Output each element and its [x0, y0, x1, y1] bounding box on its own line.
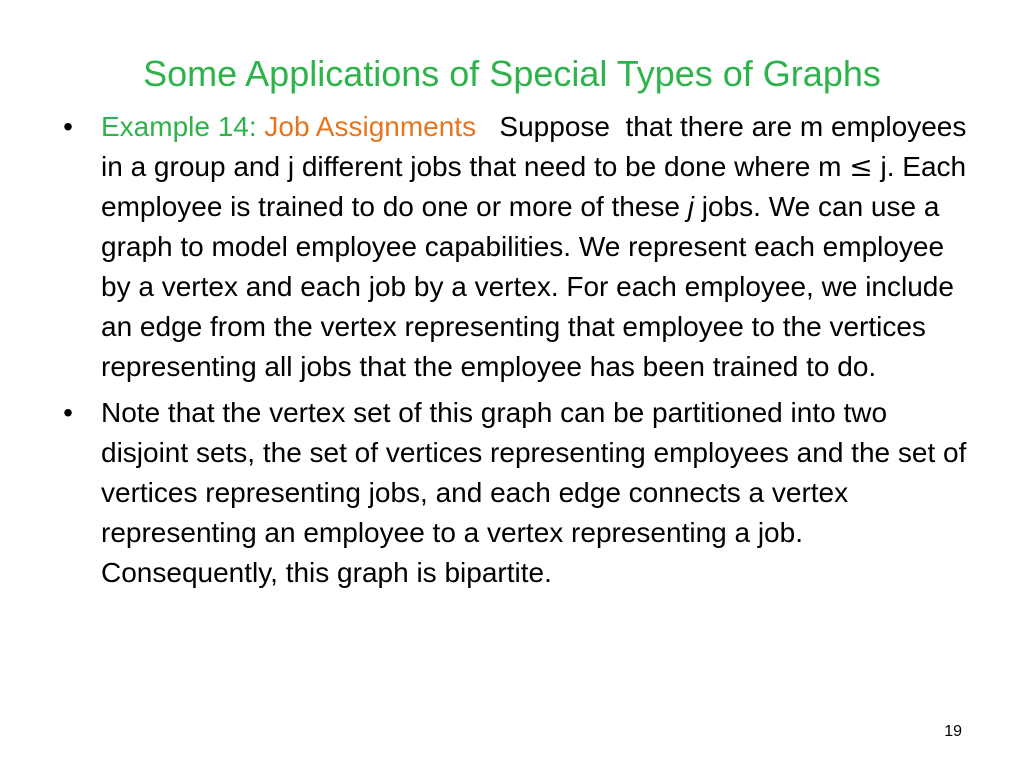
slide-title: Some Applications of Special Types of Graphs [143, 53, 881, 94]
bullet-list [58, 107, 975, 599]
bullet-item-note [58, 393, 970, 593]
bullet-dot-icon: • [63, 111, 73, 142]
example-text-part1: Suppose that there are m employees in a group and j different jobs that need to be done where m [101, 111, 975, 182]
bullet-dot-icon: • [63, 397, 73, 428]
example-topic: Job Assignments [264, 111, 477, 142]
page-number: 19 [944, 723, 962, 740]
example-text-part3: jobs. We can use a graph to model employee capabilities. We represent each employee by a vertex and each job by a vertex. For each employee, we include an edge from the vertex representing that employee to the vertices representing all jobs that the employee has been trained to do. [101, 191, 954, 382]
example-text-part2: j. Each employee is trained to do one or more of these [101, 151, 967, 222]
leq-symbol: ≤ [849, 150, 873, 183]
example-label: Example 14: [101, 111, 265, 142]
italic-j: j [687, 191, 695, 222]
bullet-item-example [58, 107, 975, 387]
note-text: Note that the vertex set of this graph can be partitioned into two disjoint sets, the set of vertices representing employees and the set of vertices representing jobs, and each edge connects a vertex representing an employee to a vertex representing a job. Consequently, this graph is bipartite. [101, 397, 967, 588]
